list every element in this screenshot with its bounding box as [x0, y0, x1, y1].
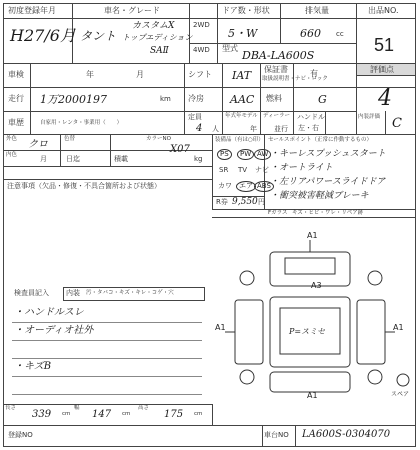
damage-a1-left: A1	[215, 323, 226, 332]
inspector-note-1: ・ハンドルスレ	[14, 307, 84, 318]
lot-label: 出品NO.	[368, 6, 399, 15]
name-grade-label: 車名・グレード	[104, 6, 160, 15]
car-damage-diagram	[215, 222, 413, 400]
car-name: タント	[80, 29, 117, 43]
equipment-airbag: エア	[236, 181, 256, 192]
cc-unit: cc	[336, 30, 344, 38]
registration-no-label: 登録NO	[8, 431, 33, 439]
dealer-label: ディーラー	[263, 113, 291, 119]
warranty-label: 保証書	[264, 65, 288, 74]
equipment-aw: AW	[254, 149, 271, 160]
inspector-interior-options: 汚・タバコ・キズ・キレ・コゲ・穴	[86, 290, 174, 296]
equipment-leather: カワ	[218, 182, 232, 190]
damage-a1-bottom: A1	[307, 391, 318, 400]
sales-point-2: ・オートライト	[270, 163, 333, 173]
length-label: 長さ	[5, 405, 17, 411]
interior-value: C	[392, 116, 402, 131]
inspection-year-unit: 年	[86, 70, 94, 79]
tire-rear-right-icon	[368, 370, 382, 384]
chassis-no-value: LA600S-0304070	[302, 429, 391, 440]
width-label: 幅	[74, 405, 80, 411]
tire-rear-left-icon	[240, 370, 254, 384]
interior-label: 内装評価	[358, 114, 381, 120]
equipment-pw: PW	[237, 149, 254, 160]
door-value: 5・W	[228, 27, 258, 40]
grade-line-2: トップエディション	[122, 33, 193, 42]
grade-line-1: カスタムX	[132, 21, 175, 31]
inspection-month-unit: 月	[136, 70, 144, 79]
capacity-unit: 人	[212, 125, 219, 133]
history-label: 車歴	[8, 118, 24, 127]
length-unit: cm	[62, 411, 71, 417]
exterior-color-label: 外色	[6, 136, 18, 142]
width-value: 147	[92, 409, 112, 420]
first-reg-label: 初度登録年月	[8, 6, 56, 15]
shift-label: シフト	[188, 70, 212, 79]
capacity-value: 4	[196, 123, 203, 134]
drive-2wd: 2WD	[193, 21, 210, 29]
damage-a1-top: A1	[307, 231, 318, 240]
lot-value: 51	[374, 35, 395, 55]
glass-label: Fガラス	[268, 210, 288, 216]
equipment-abs: ABS	[254, 181, 274, 192]
sales-point-1: ・キーレスプッシュスタート	[270, 149, 386, 159]
chassis-no-label: 車台NO	[264, 431, 289, 439]
sales-point-label: セールスポイント（正常に作動するもの）	[268, 137, 373, 143]
length-value: 339	[32, 409, 52, 420]
fuel-label: 燃料	[266, 94, 282, 103]
equipment-ps: PS	[217, 149, 232, 160]
car-front-view	[270, 252, 350, 286]
load-unit: kg	[194, 155, 203, 163]
day-month-label: 月	[40, 155, 47, 163]
history-options: 自家用・レンタ・事業用（ ）	[40, 120, 123, 126]
mileage-label: 走行	[8, 94, 24, 103]
displacement-label: 排気量	[305, 6, 329, 15]
spare-tire-icon	[397, 374, 409, 386]
score-value: 4	[378, 86, 392, 111]
glass-options: キズ・ヒビ・ワレ・リペア跡	[292, 210, 364, 216]
warranty-sub: 取扱説明書・ナビ・ロック	[262, 76, 328, 82]
door-label: ドア数・形状	[222, 6, 270, 15]
model-type-label: 型式	[222, 44, 238, 53]
car-left-side	[235, 300, 263, 364]
warranty-value: 有	[310, 69, 318, 78]
r-ticket-label: R券	[216, 198, 228, 206]
exterior-color-value: クロ	[28, 139, 48, 150]
fuel-value: G	[318, 93, 327, 106]
tire-front-right-icon	[368, 271, 382, 285]
mileage-unit: km	[160, 95, 171, 103]
r-ticket-value: 9,550	[232, 197, 258, 207]
height-unit: cm	[194, 411, 203, 417]
equipment-label: 装備品（有は○印）	[215, 137, 264, 143]
model-type-value: DBA-LA600S	[242, 49, 315, 62]
car-windshield	[285, 258, 335, 274]
inspector-interior-label: 内装	[66, 289, 80, 297]
aircon-label: 冷房	[188, 94, 204, 103]
car-right-side	[357, 300, 385, 364]
equipment-sr: SR	[219, 166, 229, 174]
color-change-label: 色替	[64, 136, 76, 142]
inspector-note-3: ・キズB	[14, 361, 52, 372]
inspector-label: 検査員記入	[14, 289, 49, 297]
first-reg-value: H27/6月	[10, 26, 76, 45]
year-model-unit: 年	[250, 125, 257, 133]
damage-a1-right: A1	[393, 323, 404, 332]
capacity-label: 定員	[188, 113, 202, 121]
sales-point-3: ・左リアパワースライドドア	[270, 177, 386, 187]
grade-line-3: SAⅡ	[150, 46, 169, 56]
year-model-label: 年式年モデル	[225, 113, 258, 119]
height-label: 高さ	[138, 405, 150, 411]
spare-label: スペア	[391, 391, 410, 398]
handle-label: ハンドル	[297, 113, 325, 121]
sales-point-4: ・衝突被害軽減ブレーキ	[270, 191, 369, 201]
inspector-note-2: ・オーディオ社外	[14, 325, 94, 336]
height-value: 175	[164, 409, 184, 420]
notes-label: 注意事項（欠品・修復・不具合箇所および状態）	[7, 182, 161, 190]
dealer-sub: 並行	[274, 125, 288, 133]
interior-color-label: 内色	[6, 152, 18, 158]
equipment-navi: ナビ	[255, 166, 269, 174]
aircon-value: AAC	[230, 93, 255, 106]
inspection-label: 車検	[8, 70, 24, 79]
mileage-value: 1万2000197	[40, 93, 107, 106]
equipment-tv: TV	[238, 166, 248, 174]
damage-center-note: P=スミセ	[289, 327, 326, 336]
handle-value: 左・右	[298, 124, 319, 132]
drive-4wd: 4WD	[193, 46, 210, 54]
shift-value: IAT	[232, 69, 252, 82]
day-until-unit: 日迄	[66, 155, 80, 163]
tire-front-left-icon	[240, 271, 254, 285]
color-no-label: カラーNO	[146, 136, 171, 142]
score-label: 評価点	[370, 65, 394, 74]
car-rear-view	[270, 372, 350, 392]
displacement-value: 660	[300, 27, 321, 40]
damage-a3: A3	[311, 281, 322, 290]
load-label: 積載	[114, 155, 128, 163]
color-no-value: X07	[170, 144, 190, 155]
r-ticket-unit: 円	[258, 198, 265, 206]
width-unit: cm	[122, 411, 131, 417]
